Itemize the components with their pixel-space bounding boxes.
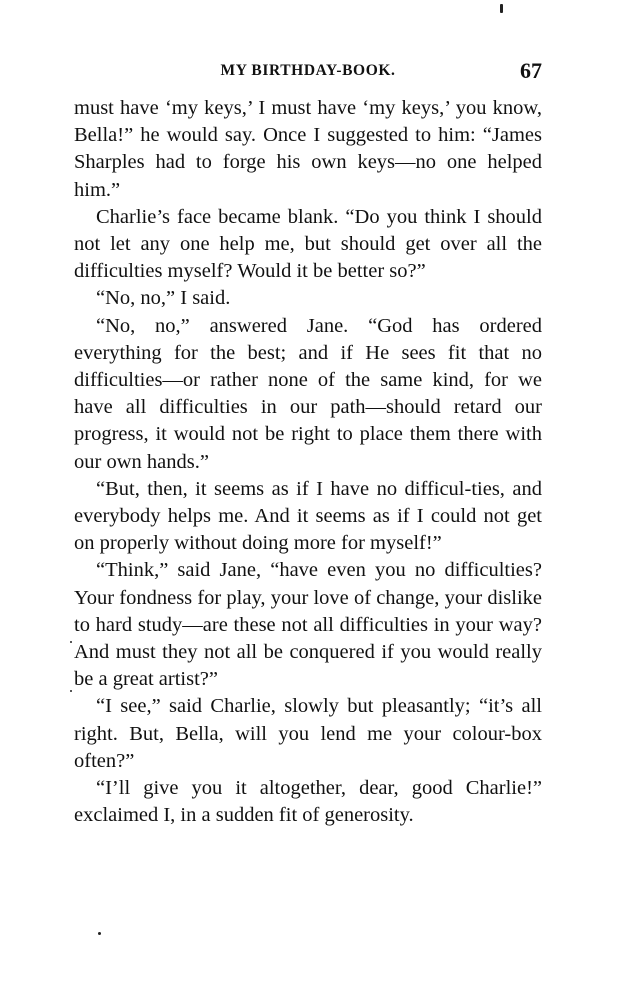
paragraph-3: “No, no,” I said. — [96, 287, 231, 310]
paragraph-8: “I’ll give you it altogether, dear, good Charlie!” exclaimed I, in a sudden fit of generosity. — [74, 777, 542, 827]
paragraph-4: “No, no,” answered Jane. “God has ordered everything for the best; and if He sees fit that no difficulties—or rather none of the same kind, for we have all difficulties in our path—should retard our progress, it would not be right to place them there with our own hands.” — [74, 314, 542, 473]
paragraph-5: “But, then, it seems as if I have no difficul-ties, and everybody helps me. And it seems as if I could not get on properly without doing more for myself!” — [74, 477, 542, 555]
paragraph-7: “I see,” said Charlie, slowly but pleasantly; “it’s all right. But, Bella, will you lend me your colour-box often?” — [74, 695, 542, 772]
page-number: 67 — [520, 58, 542, 83]
paragraph-6: “Think,” said Jane, “have even you no difficulties? Your fondness for play, your love of change, your dislike to hard study—are these not all difficulties in your way? And must they not all be conquered if you would really be a great artist?” — [74, 559, 542, 691]
body-text — [74, 95, 542, 829]
running-title: MY BIRTHDAY-BOOK. — [220, 62, 396, 79]
paragraph-2: Charlie’s face became blank. “Do you think I should not let any one help me, but should get over all the difficulties myself? Would it be better so?” — [74, 205, 542, 283]
ink-speck — [70, 641, 72, 643]
paragraph-1: must have ‘my keys,’ I must have ‘my keys,’ you know, Bella!” he would say. Once I suggested to him: “James Sharples had to forge his own keys—no one helped him.” — [74, 97, 542, 201]
ink-speck — [98, 932, 101, 935]
ink-speck — [500, 4, 503, 13]
ink-speck — [70, 690, 72, 692]
running-head — [74, 58, 542, 84]
